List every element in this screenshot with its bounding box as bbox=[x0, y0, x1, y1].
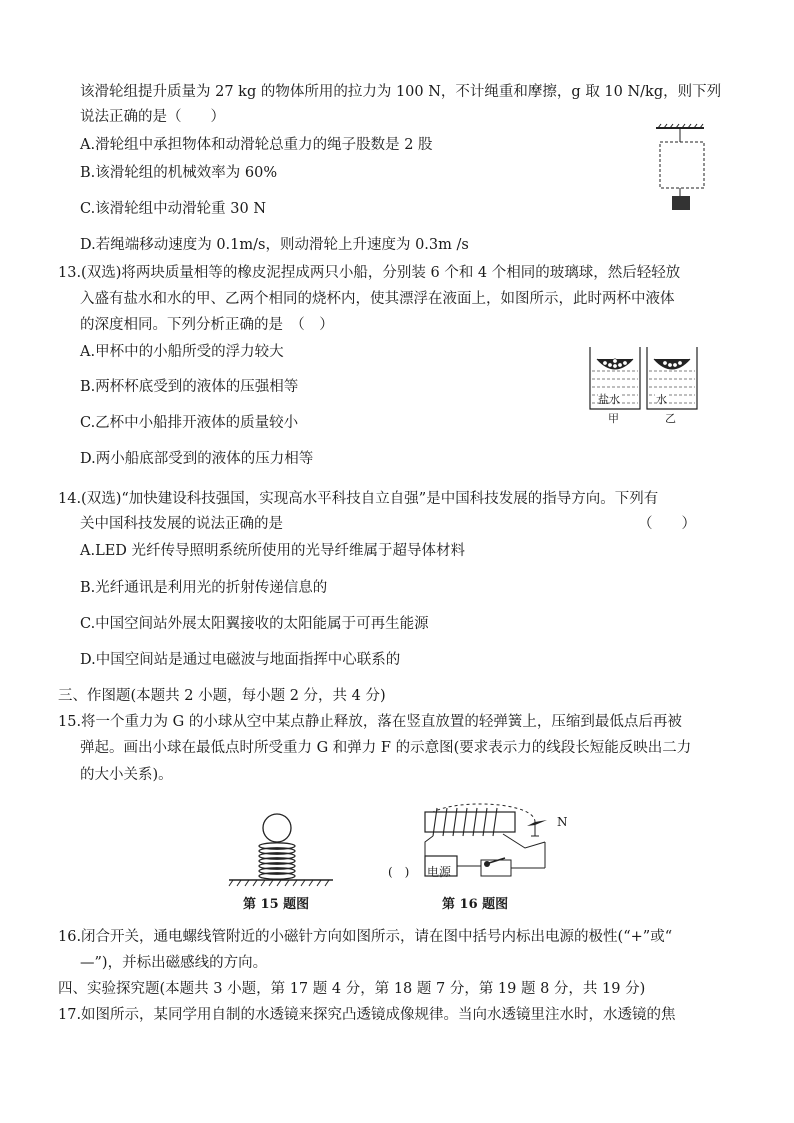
q12-option-d: D.若绳端移动速度为 0.1m/s，则动滑轮上升速度为 0.3m /s bbox=[80, 237, 469, 253]
water-label: 水 bbox=[656, 393, 667, 406]
q14-option-b: B.光纤通讯是利用光的折射传递信息的 bbox=[80, 580, 328, 596]
q16-line1: 16.闭合开关，通电螺线管附近的小磁针方向如图所示，请在图中括号内标出电源的极性(“+”或“ bbox=[58, 929, 673, 945]
q13-option-c: C.乙杯中小船排开液体的质量较小 bbox=[80, 415, 299, 431]
salt-water-label: 盐水 bbox=[598, 393, 620, 406]
beaker-yi-label: 乙 bbox=[665, 412, 676, 425]
power-source-label: 电源 bbox=[427, 865, 452, 879]
q14-line1: 14.(双选)“加快建设科技强国，实现高水平科技自立自强”是中国科技发展的指导方向。下列有 bbox=[58, 491, 659, 507]
q13-option-b: B.两杯杯底受到的液体的压强相等 bbox=[80, 379, 299, 395]
solenoid-circuit-figure bbox=[385, 798, 575, 888]
q13-line3: 的深度相同。下列分析正确的是 （ ） bbox=[80, 317, 334, 333]
section-3-heading: 三、作图题(本题共 2 小题，每小题 2 分，共 4 分) bbox=[58, 688, 386, 704]
q14-option-d: D.中国空间站是通过电磁波与地面指挥中心联系的 bbox=[80, 652, 401, 668]
section-4-heading: 四、实验探究题(本题共 3 小题，第 17 题 4 分，第 18 题 7 分，第 19 题 8 分，共 19 分) bbox=[58, 981, 646, 997]
q13-line2: 入盛有盐水和水的甲、乙两个相同的烧杯内，使其漂浮在液面上，如图所示，此时两杯中液体 bbox=[80, 291, 675, 307]
q13-option-a: A.甲杯中的小船所受的浮力较大 bbox=[80, 344, 284, 360]
q15-figure-caption: 第 15 题图 bbox=[243, 897, 310, 912]
beakers-figure bbox=[585, 345, 700, 425]
q15-line2: 弹起。画出小球在最低点时所受重力 G 和弹力 F 的示意图(要求表示力的线段长短能反映出二力 bbox=[80, 740, 692, 756]
q12-option-c: C.该滑轮组中动滑轮重 30 N bbox=[80, 201, 267, 217]
q17-line1: 17.如图所示，某同学用自制的水透镜来探究凸透镜成像规律。当向水透镜里注水时，水透镜的焦 bbox=[58, 1007, 676, 1023]
q15-line3: 的大小关系)。 bbox=[80, 767, 173, 783]
q16-line2: —”)，并标出磁感线的方向。 bbox=[80, 955, 268, 971]
q15-line1: 15.将一个重力为 G 的小球从空中某点静止释放，落在竖直放置的轻弹簧上，压缩到最低点后再被 bbox=[58, 714, 682, 730]
q13-option-d: D.两小船底部受到的液体的压力相等 bbox=[80, 451, 314, 467]
compass-n-label: N bbox=[557, 815, 568, 829]
spring-ball-figure bbox=[225, 810, 335, 890]
q14-answer-bracket: （ ） bbox=[638, 516, 696, 532]
q12-option-a: A.滑轮组中承担物体和动滑轮总重力的绳子股数是 2 股 bbox=[80, 137, 433, 153]
q12-option-b: B.该滑轮组的机械效率为 60% bbox=[80, 165, 278, 181]
q12-line2: 说法正确的是（ ） bbox=[80, 109, 225, 125]
pulley-figure bbox=[650, 122, 710, 212]
polarity-bracket: ( ) bbox=[388, 865, 410, 879]
q14-line2: 关中国科技发展的说法正确的是 bbox=[80, 516, 283, 532]
q16-figure-caption: 第 16 题图 bbox=[442, 897, 509, 912]
q14-option-a: A.LED 光纤传导照明系统所使用的光导纤维属于超导体材料 bbox=[80, 543, 466, 559]
beaker-jia-label: 甲 bbox=[608, 412, 619, 425]
q14-option-c: C.中国空间站外展太阳翼接收的太阳能属于可再生能源 bbox=[80, 616, 429, 632]
q13-line1: 13.(双选)将两块质量相等的橡皮泥捏成两只小船，分别装 6 个和 4 个相同的玻璃球，然后轻轻放 bbox=[58, 265, 681, 281]
q12-line1: 该滑轮组提升质量为 27 kg 的物体所用的拉力为 100 N，不计绳重和摩擦，g 取 10 N/kg，则下列 bbox=[80, 84, 722, 100]
